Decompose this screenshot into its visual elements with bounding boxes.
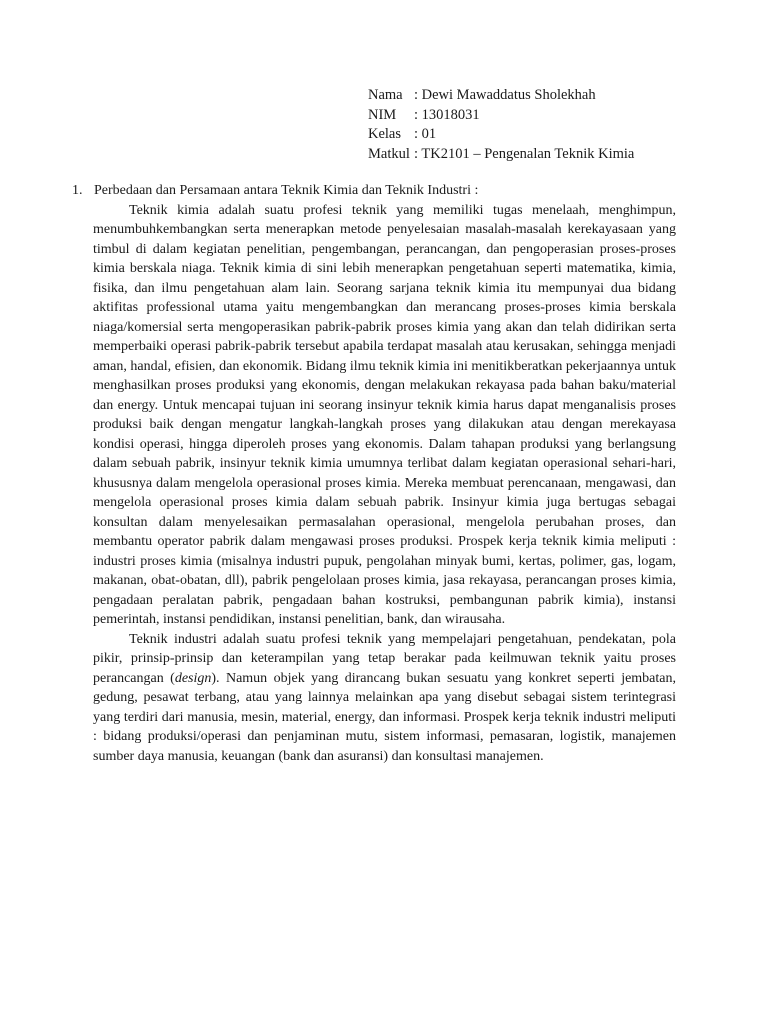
paragraph-industrial-engineering [93, 630, 676, 767]
italic-term: design [174, 670, 212, 686]
paragraph-text: ). Namun objek yang dirancang bukan sesuatu yang konkret seperti jembatan, gedung, pesawat terbang, atau yang lainnya melainkan apa yang disebut sebagai sistem terintegrasi yang terdiri dari manusia, mesin, material, energy, dan informasi. Prospek kerja teknik industri meliputi : bidang produksi/operasi dan penjaminan mutu, sistem informasi, pemasaran, logistik, manajemen sumber daya manusia, keuangan (bank dan asuransi) dan konsultasi manajemen. [93, 670, 677, 764]
header-row-nim [368, 106, 634, 126]
header-label: Nama [368, 87, 403, 103]
header-value: : TK2101 – Pengenalan Teknik Kimia [414, 145, 635, 162]
header-value: : 01 [414, 126, 437, 142]
header-value: : Dewi Mawaddatus Sholekhah [414, 87, 596, 103]
header-label: NIM [368, 106, 397, 123]
answer-section-1 [72, 181, 676, 766]
paragraph-chemical-engineering: Teknik kimia adalah suatu profesi teknik yang memiliki tugas menelaah, menghimpun, menumbuhkembangkan serta menerapkan metode penyelesaian masalah-masalah kerekayasaan yang timbul di dalam kegiatan penelitian, pengembangan, perancangan, dan pengoperasian proses-proses kimia berskala niaga. Teknik kimia di sini lebih menerapkan pengetahuan seperti matematika, kimia, fisika, dan ilmu pengetahuan alam lain. Seorang sarjana teknik kimia itu mempunyai dua bidang aktifitas professional utama yaitu mengembangkan dan merancang proses-proses kimia berskala niaga/komersial serta mengoperasikan pabrik-pabrik proses kimia yang akan dan telah didirikan serta memperbaiki operasi pabrik-pabrik tersebut apabila terdapat masalah atau kerusakan, sehingga menjadi aman, handal, efisien, dan ekonomik. Bidang ilmu teknik kimia ini menitikberatkan pekerjaannya untuk menghasilkan proses produksi yang ekonomis, dengan melakukan rekayasa pada bahan baku/material dan energy. Untuk mencapai tujuan ini seorang insinyur teknik kimia harus dapat menganalisis proses produksi baik dengan mengatur langkah-langkah proses yang dilakukan atau dengan merekayasa kondisi operasi, hingga diperoleh proses yang ekonomis. Dalam tahapan produksi yang berlangsung dalam sebuah pabrik, insinyur teknik kimia umumnya terlibat dalam kegiatan operasional sehari-hari, khususnya dalam mengelola operasional proses kimia. Mereka membuat perencanaan, mengawasi, dan mengelola operasional proses kimia dalam sebuah pabrik. Insinyur kimia juga bertugas sebagai konsultan dalam menyelesaikan permasalahan operasional, mengelola perubahan proses, dan membantu operator pabrik dalam mengawasi proses produksi. Prospek kerja teknik kimia meliputi : industri proses kimia (misalnya industri pupuk, pengolahan minyak bumi, kertas, polimer, gas, logam, makanan, obat-obatan, dll), pabrik pengelolaan proses kimia, jasa rekayasa, perancangan proses kimia, pengadaan peralatan pabrik, pengadaan bahan kostruksi, pembangunan pabrik kimia), instansi pemerintah, instansi pendidikan, instansi penelitian, bank, dan wirausaha. [93, 202, 676, 627]
header-row-name [368, 86, 634, 106]
list-number: 1. [72, 183, 83, 198]
header-row-course [368, 145, 634, 165]
header-label: Matkul [368, 145, 410, 162]
header-value: : 13018031 [414, 106, 480, 123]
header-label: Kelas [368, 126, 402, 142]
student-info-header [368, 86, 634, 164]
section-heading [72, 181, 676, 201]
paragraph-text: Teknik industri adalah suatu profesi teknik yang mempelajari pengetahuan, pendekatan, pola pikir, prinsip-prinsip dan keterampilan yang tetap berakar pada keilmuwan teknik yaitu proses perancangan ( [93, 631, 676, 686]
header-row-class [368, 125, 634, 145]
section-heading-text: Perbedaan dan Persamaan antara Teknik Kimia dan Teknik Industri : [94, 183, 479, 198]
